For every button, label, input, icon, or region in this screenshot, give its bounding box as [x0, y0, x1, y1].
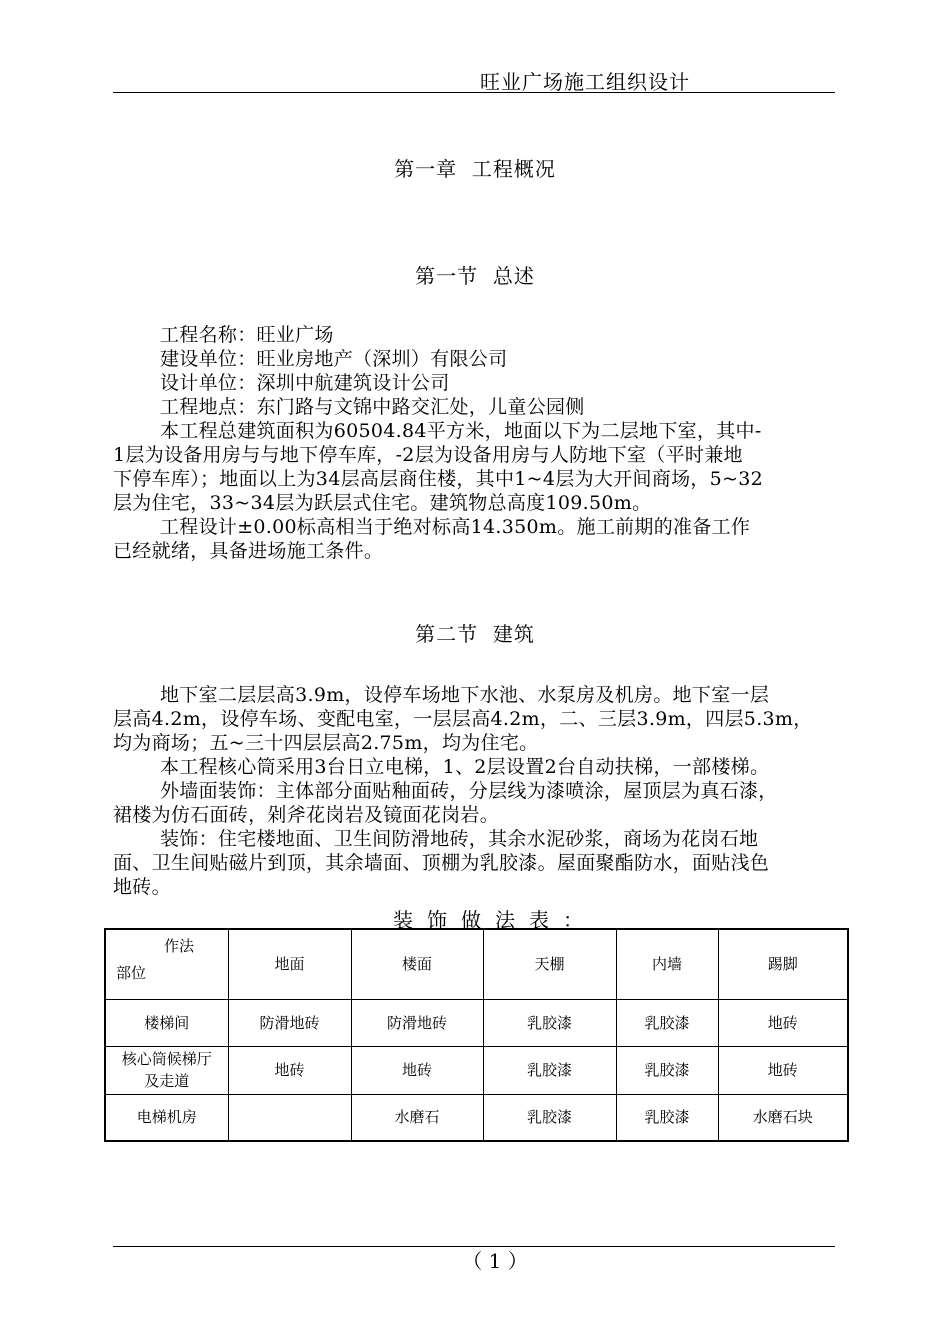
column-header: 踢脚 [718, 929, 848, 999]
table-cell: 地砖 [718, 999, 848, 1046]
table-row [105, 999, 848, 1046]
table-caption: 装饰做法表： [393, 908, 597, 932]
table-cell: 水磨石 [351, 1094, 483, 1141]
header-rule [113, 92, 835, 93]
paragraph-line: 面、卫生间贴磁片到顶，其余墙面、顶棚为乳胶漆。屋面聚酯防水，面贴浅色 [113, 852, 770, 874]
table-cell: 水磨石块 [718, 1094, 848, 1141]
paragraph-line: 地砖。 [113, 876, 171, 898]
table-corner-cell [105, 929, 228, 999]
decoration-table [104, 928, 849, 1142]
paragraph-line: 地下室二层层高3.9m，设停车场地下水池、水泵房及机房。地下室一层 [160, 684, 770, 706]
row-label [105, 1046, 228, 1094]
table-cell: 地砖 [351, 1046, 483, 1094]
running-header-title: 旺业广场施工组织设计 [480, 70, 690, 94]
paragraph-line: 工程设计±0.00标高相当于绝对标高14.350m。施工前期的准备工作 [160, 516, 751, 538]
section2-title: 第二节 建筑 [415, 622, 535, 646]
table-cell: 乳胶漆 [616, 1046, 718, 1094]
paragraph-line: 层为住宅，33~34层为跃层式住宅。建筑物总高度109.50m。 [113, 492, 652, 514]
section2-body [113, 683, 839, 899]
column-header: 天棚 [483, 929, 616, 999]
table-header-row [105, 929, 848, 999]
chapter-title: 第一章 工程概况 [394, 157, 556, 181]
paragraph-line: 本工程核心筒采用3台日立电梯，1、2层设置2台自动扶梯，一部楼梯。 [160, 756, 770, 778]
table-cell: 乳胶漆 [483, 1046, 616, 1094]
paragraph-line: 建设单位：旺业房地产（深圳）有限公司 [160, 348, 508, 370]
section1-title: 第一节 总述 [415, 264, 535, 288]
table-cell: 乳胶漆 [483, 999, 616, 1046]
paragraph-line: 设计单位：深圳中航建筑设计公司 [160, 372, 450, 394]
row-label-line: 及走道 [144, 1072, 190, 1090]
row-label: 电梯机房 [105, 1094, 228, 1141]
paragraph-line: 外墙面装饰：主体部分面贴釉面砖，分层线为漆喷涂，屋顶层为真石漆， [160, 780, 778, 802]
section1-body [113, 323, 839, 563]
column-header: 楼面 [351, 929, 483, 999]
table-cell: 地砖 [718, 1046, 848, 1094]
table-cell: 地砖 [228, 1046, 351, 1094]
table-cell: 防滑地砖 [351, 999, 483, 1046]
row-label: 楼梯间 [105, 999, 228, 1046]
paragraph-line: 已经就绪，具备进场施工条件。 [113, 540, 384, 562]
table-cell: 防滑地砖 [228, 999, 351, 1046]
paragraph-line: 装饰：住宅楼地面、卫生间防滑地砖，其余水泥砂浆，商场为花岗石地 [160, 828, 759, 850]
paragraph-line: 本工程总建筑面积为60504.84平方米，地面以下为二层地下室，其中- [160, 420, 762, 442]
row-label-line: 核心筒候梯厅 [121, 1050, 212, 1068]
paragraph-line: 1层为设备用房与与地下停车库，-2层为设备用房与人防地下室（平时兼地 [113, 444, 743, 466]
table-row [105, 1094, 848, 1141]
paragraph-line: 工程名称：旺业广场 [160, 324, 334, 346]
paragraph-line: 下停车库）；地面以上为34层高层商住楼，其中1~4层为大开间商场，5~32 [113, 468, 764, 490]
table-cell: 乳胶漆 [616, 999, 718, 1046]
paragraph-line: 裙楼为仿石面砖，剁斧花岗岩及镜面花岗岩。 [113, 804, 500, 826]
column-header: 地面 [228, 929, 351, 999]
page-number: （ 1 ） [462, 1249, 528, 1273]
paragraph-line: 层高4.2m，设停车场、变配电室，一层层高4.2m，二、三层3.9m，四层5.3m， [113, 708, 813, 730]
corner-label-method: 作法 [164, 937, 195, 955]
corner-label-location: 部位 [116, 964, 147, 982]
table-cell: 乳胶漆 [616, 1094, 718, 1141]
column-header: 内墙 [616, 929, 718, 999]
table-cell [228, 1094, 351, 1141]
table-cell: 乳胶漆 [483, 1094, 616, 1141]
table-row [105, 1046, 848, 1094]
paragraph-line: 工程地点：东门路与文锦中路交汇处，儿童公园侧 [160, 396, 585, 418]
paragraph-line: 均为商场；五~三十四层层高2.75m，均为住宅。 [113, 732, 539, 754]
